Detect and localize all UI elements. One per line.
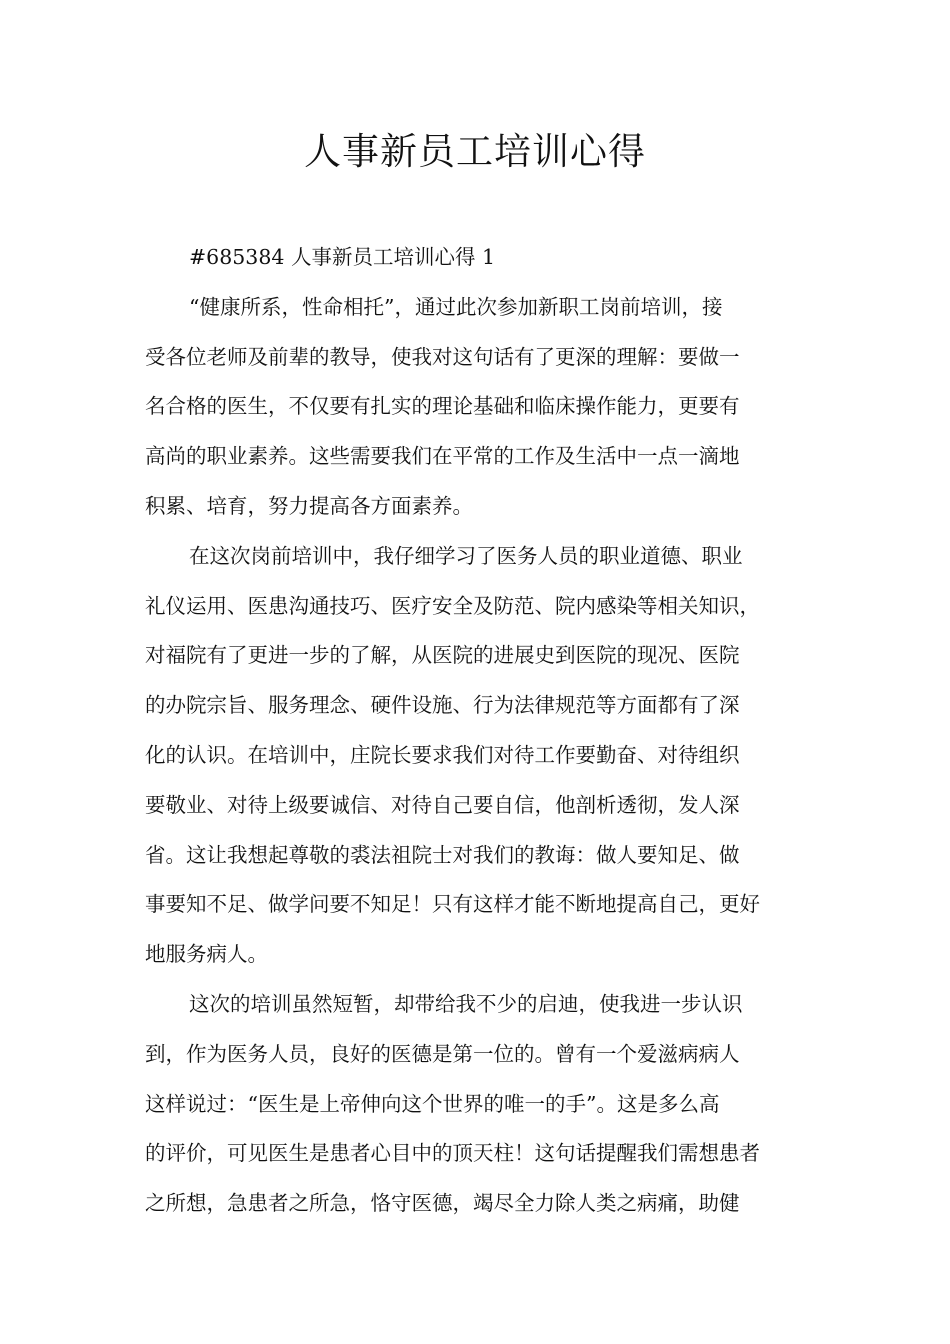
document-body xyxy=(145,233,813,1229)
paragraph-1-line-1: “健康所系，性命相托”，通过此次参加新职工岗前培训，接 xyxy=(189,294,723,319)
paragraph-2-line-3: 对福院有了更进一步的了解，从医院的进展史到医院的现况、医院 xyxy=(145,643,740,668)
paragraph-2-line-6: 要敬业、对待上级要诚信、对待自己要自信，他剖析透彻，发人深 xyxy=(145,792,740,817)
paragraph-3-line-3: 这样说过：“医生是上帝伸向这个世界的唯一的手”。这是多么高 xyxy=(145,1091,720,1116)
paragraph-2-line-8: 事要知不足、做学问要不知足！只有这样才能不断地提高自己，更好 xyxy=(145,892,760,917)
paragraph-2-line-2: 礼仪运用、医患沟通技巧、医疗安全及防范、院内感染等相关知识， xyxy=(145,593,760,618)
paragraph-1-line-4: 高尚的职业素养。这些需要我们在平常的工作及生活中一点一滴地 xyxy=(145,444,740,469)
paragraph-3-line-1: 这次的培训虽然短暂，却带给我不少的启迪，使我进一步认识 xyxy=(189,991,743,1016)
paragraph-2-line-1: 在这次岗前培训中，我仔细学习了医务人员的职业道德、职业 xyxy=(189,543,743,568)
document-subtitle-line: #685384 人事新员工培训心得 1 xyxy=(189,245,496,269)
paragraph-3-line-5: 之所想，急患者之所急，恪守医德，竭尽全力除人类之病痛，助健 xyxy=(145,1191,740,1216)
paragraph-1-line-2: 受各位老师及前辈的教导，使我对这句话有了更深的理解：要做一 xyxy=(145,344,740,369)
document-title: 人事新员工培训心得 xyxy=(304,130,646,173)
paragraph-3-line-4: 的评价，可见医生是患者心目中的顶天柱！这句话提醒我们需想患者 xyxy=(145,1141,760,1166)
paragraph-3-line-2: 到，作为医务人员，良好的医德是第一位的。曾有一个爱滋病病人 xyxy=(145,1041,740,1066)
paragraph-2-line-5: 化的认识。在培训中，庄院长要求我们对待工作要勤奋、对待组织 xyxy=(145,742,740,767)
paragraph-2-line-7: 省。这让我想起尊敬的裘法祖院士对我们的教诲：做人要知足、做 xyxy=(145,842,740,867)
paragraph-1-line-3: 名合格的医生，不仅要有扎实的理论基础和临床操作能力，更要有 xyxy=(145,394,740,419)
paragraph-1-line-5: 积累、培育，努力提高各方面素养。 xyxy=(145,493,473,518)
paragraph-2-line-4: 的办院宗旨、服务理念、硬件设施、行为法律规范等方面都有了深 xyxy=(145,693,740,718)
paragraph-2-line-9: 地服务病人。 xyxy=(145,942,268,967)
